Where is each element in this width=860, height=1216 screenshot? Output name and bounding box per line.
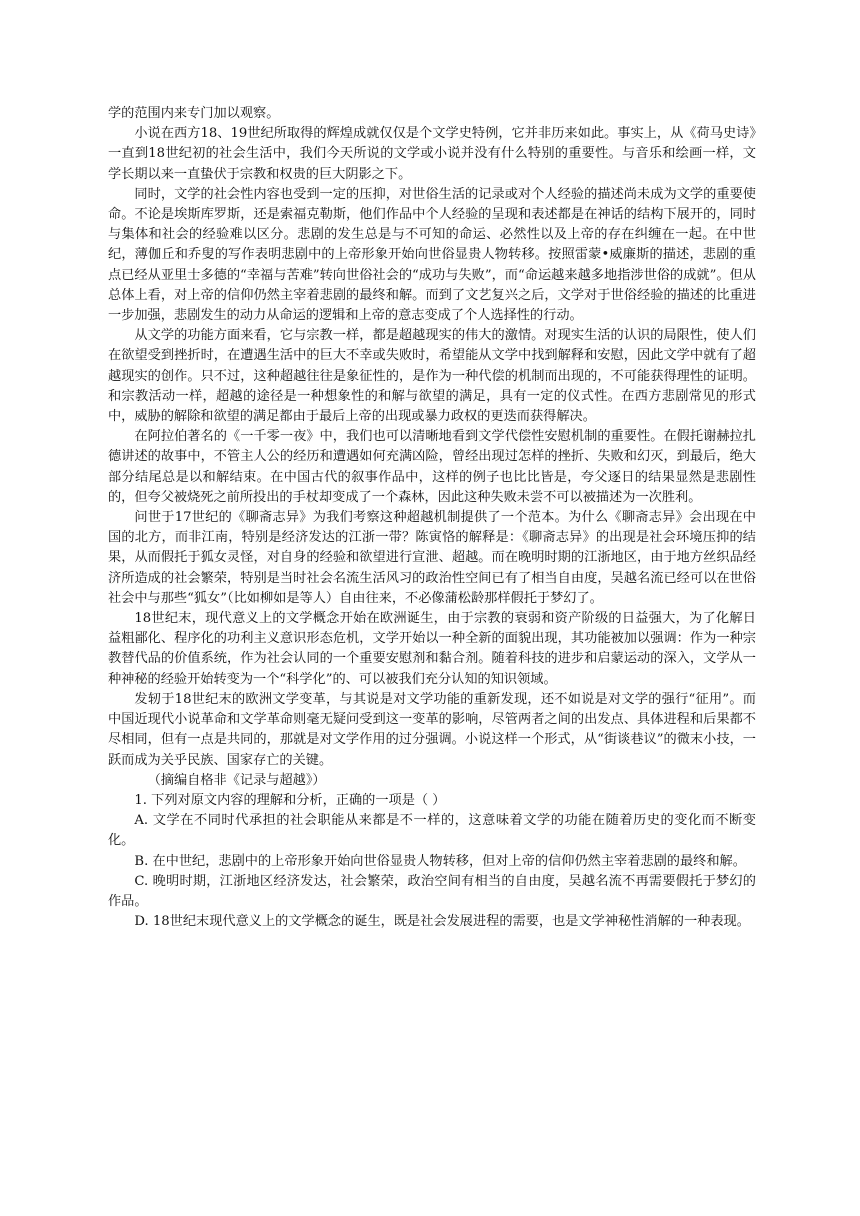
option-a: A. 文学在不同时代承担的社会职能从来都是不一样的，这意味着文学的功能在随着历史的变化而不断变化。: [108, 813, 756, 849]
paragraph-european-reform: 发轫于18世纪末的欧洲文学变革，与其说是对文学功能的重新发现，还不如说是对文学的强行“征用”。而中国近现代小说革命和文学革命则毫无疑问受到这一变革的影响，尽管两者之间的出发点、具体进程和后果都不尽相同，但有一点是共同的，那就是对文学作用的过分强调。小说这样一个形式，从“街谈巷议”的微末小技，一跃而成为关乎民族、国家存亡的关键。: [108, 691, 756, 768]
question-stem: 1. 下列对原文内容的理解和分析，正确的一项是（ ）: [134, 792, 446, 808]
paragraph-18th-century: 18世纪末，现代意义上的文学概念开始在欧洲诞生，由于宗教的衰弱和资产阶级的日益强大，为了化解日益粗鄙化、程序化的功利主义意识形态危机，文学开始以一种全新的面貌出现，其功能被加以强调：作为一种宗教替代品的价值系统，作为社会认同的一个重要安慰剂和黏合剂。随着科技的进步和启蒙运动的深入，文学从一种神秘的经验开始转变为一个“科学化”的、可以被我们充分认知的知识领域。: [108, 611, 756, 687]
option-d: D. 18世纪末现代意义上的文学概念的诞生，既是社会发展进程的需要，也是文学神秘性消解的一种表现。: [134, 914, 750, 930]
paragraph-western-novel: 小说在西方18、19世纪所取得的辉煌成就仅仅是个文学史特例，它并非历来如此。事实上，从《荷马史诗》一直到18世纪初的社会生活中，我们今天所说的文学或小说并没有什么特别的重要性。与音乐和绘画一样，文学长期以来一直蛰伏于宗教和权贵的巨大阴影之下。: [108, 126, 756, 182]
paragraph-function: 从文学的功能方面来看，它与宗教一样，都是超越现实的伟大的激情。对现实生活的认识的局限性，使人们在欲望受到挫折时，在遭遇生活中的巨大不幸或失败时，希望能从文学中找到解释和安慰，因此文学中就有了超越现实的创作。只不过，这种超越往往是象征性的，是作为一种代偿的机制而出现的，不可能获得理性的证明。和宗教活动一样，超越的途径是一种想象性的和解与欲望的满足，具有一定的仪式性。在西方悲剧常见的形式中，威胁的解除和欲望的满足都由于最后上帝的出现或暴力政权的更迭而获得解决。: [108, 328, 756, 425]
document-page: [108, 104, 756, 932]
source-citation: （摘编自格非《记录与超越》）: [147, 772, 326, 788]
paragraph-liaozhai: 问世于17世纪的《聊斋志异》为我们考察这种超越机制提供了一个范本。为什么《聊斋志异》会出现在中国的北方，而非江南，特别是经济发达的江浙一带？陈寅恪的解释是：《聊斋志异》的出现是社会环境压抑的结果，从而假托于狐女灵怪，对自身的经验和欲望进行宣泄、超越。而在晚明时期的江浙地区，由于地方丝织品经济所造成的社会繁荣，特别是当时社会名流生活风习的政治性空间已有了相当自由度，吴越名流已经可以在世俗社会中与那些“狐女”（比如柳如是等人）自由往来，不必像蒲松龄那样假托于梦幻了。: [108, 510, 756, 606]
paragraph-arabian-nights: 在阿拉伯著名的《一千零一夜》中，我们也可以清晰地看到文学代偿性安慰机制的重要性。在假托谢赫拉扎德讲述的故事中，不管主人公的经历和遭遇如何充满凶险，曾经出现过怎样的挫折、失败和幻灭，到最后，绝大部分结尾总是以和解结束。在中国古代的叙事作品中，这样的例子也比比皆是，夸父逐日的结果显然是悲剧性的，但夸父被烧死之前所投出的手杖却变成了一个森林，因此这种失败未尝不可以被描述为一次胜利。: [108, 429, 756, 505]
option-c: C. 晚明时期，江浙地区经济发达，社会繁荣，政治空间有相当的自由度，吴越名流不再需要假托于梦幻的作品。: [108, 873, 756, 909]
paragraph-continuation: 学的范围内来专门加以观察。: [108, 106, 280, 121]
option-b: B. 在中世纪，悲剧中的上帝形象开始向世俗显贵人物转移，但对上帝的信仰仍然主宰着悲剧的最终和解。: [134, 853, 746, 869]
paragraph-social-content: 同时，文学的社会性内容也受到一定的压抑，对世俗生活的记录或对个人经验的描述尚未成为文学的重要使命。不论是埃斯库罗斯，还是索福克勒斯，他们作品中个人经验的呈现和表述都是在神话的结构下展开的，同时与集体和社会的经验难以区分。悲剧的发生总是与不可知的命运、必然性以及上帝的存在纠缠在一起。在中世纪，薄伽丘和乔叟的写作表明悲剧中的上帝形象开始向世俗显贵人物转移。按照雷蒙•威廉斯的描述，悲剧的重点已经从亚里士多德的“幸福与苦难”转向世俗社会的“成功与失败”，而“命运越来越多地指涉世俗的成就”。但从总体上看，对上帝的信仰仍然主宰着悲剧的最终和解。而到了文艺复兴之后，文学对于世俗经验的描述的比重进一步加强，悲剧发生的动力从命运的逻辑和上帝的意志变成了个人选择性的行动。: [108, 186, 756, 324]
